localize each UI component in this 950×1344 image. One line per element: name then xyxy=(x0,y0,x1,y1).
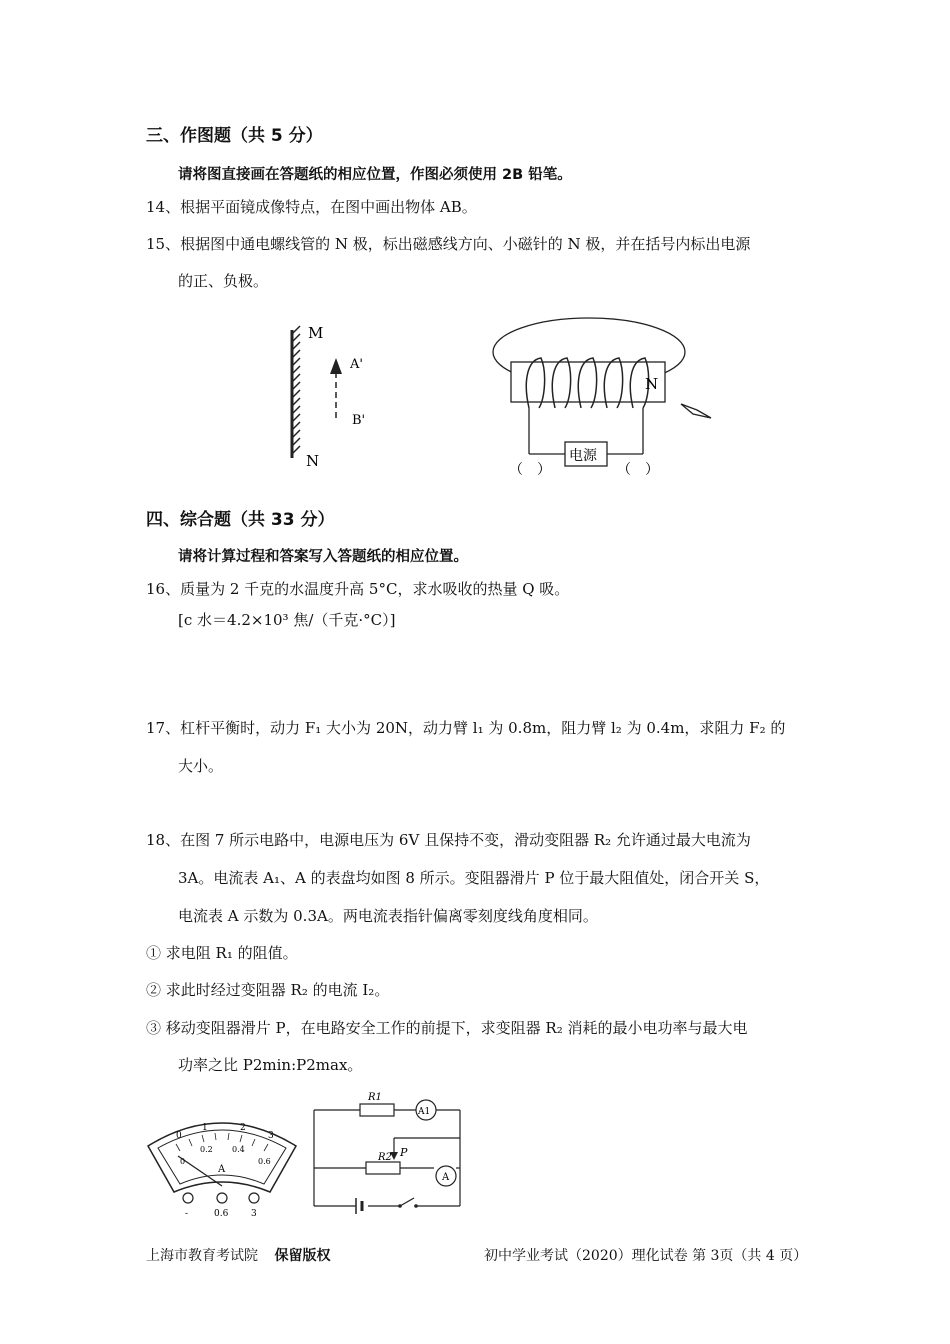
question-18-line3: 电流表 A 示数为 0.3A。两电流表指针偏离零刻度线角度相同。 xyxy=(178,907,598,925)
footer-org: 上海市教育考试院 xyxy=(146,1248,258,1264)
question-18-sub1: ① 求电阻 R₁ 的阻值。 xyxy=(146,944,298,962)
resistor-r1 xyxy=(360,1104,394,1116)
label-m: M xyxy=(308,324,324,342)
dial-unit: A xyxy=(218,1164,226,1175)
label-r1: R1 xyxy=(368,1092,382,1103)
ammeter-dial-figure xyxy=(144,1106,304,1218)
scale-top-0: 0 xyxy=(176,1131,182,1141)
label-p: P xyxy=(400,1146,408,1159)
question-18-line2: 3A。电流表 A₁、A 的表盘均如图 8 所示。变阻器滑片 P 位于最大阻值处，闭合开关 S， xyxy=(178,869,770,887)
label-n: N xyxy=(306,452,320,470)
label-a1: A1 xyxy=(418,1107,431,1117)
section3-instruction: 请将图直接画在答题纸的相应位置，作图必须使用 2B 铅笔。 xyxy=(178,167,572,183)
label-b-prime: B' xyxy=(352,413,366,428)
scale-top-1: 1 xyxy=(202,1123,208,1133)
question-18-line1: 18、在图 7 所示电路中，电源电压为 6V 且保持不变，滑动变阻器 R₂ 允许通过最大电流为 xyxy=(146,831,751,849)
switch-contact xyxy=(414,1204,418,1208)
scale-bottom-1: 0.2 xyxy=(200,1145,213,1154)
section4-instruction: 请将计算过程和答案写入答题纸的相应位置。 xyxy=(178,549,468,565)
section4-title: 四、综合题（共 33 分） xyxy=(146,510,335,530)
terminal-0-6 xyxy=(217,1193,227,1203)
question-17-line2: 大小。 xyxy=(178,757,224,775)
small-compass-needle xyxy=(681,404,711,418)
question-17-line1: 17、杠杆平衡时，动力 F₁ 大小为 20N，动力臂 l₁ 为 0.8m，阻力臂 l₂ 为 0.4m，求阻力 F₂ 的 xyxy=(146,719,786,737)
terminal-label-negative: - xyxy=(185,1209,189,1218)
footer-left xyxy=(146,1245,330,1265)
circuit-figure xyxy=(306,1090,468,1216)
label-a-prime: A' xyxy=(350,357,363,372)
arrow-head-icon xyxy=(330,358,342,374)
terminal-negative xyxy=(183,1193,193,1203)
bracket-right: （ ） xyxy=(617,462,659,478)
footer-right: 初中学业考试（2020）理化试卷 第 3页（共 4 页） xyxy=(484,1248,808,1264)
plane-mirror-figure xyxy=(270,318,390,478)
rheostat-r2 xyxy=(366,1162,400,1174)
question-15-line2: 的正、负极。 xyxy=(178,272,269,290)
power-source-label: 电源 xyxy=(569,448,597,464)
bracket-left: （ ） xyxy=(509,462,551,478)
question-18-sub3-line1: ③ 移动变阻器滑片 P，在电路安全工作的前提下，求变阻器 R₂ 消耗的最小电功率与最大电 xyxy=(146,1019,748,1037)
terminal-label-0-6: 0.6 xyxy=(214,1209,229,1218)
footer-rights: 保留版权 xyxy=(274,1248,331,1264)
question-16-line2: [c 水＝4.2×10³ 焦/（千克·°C）] xyxy=(178,611,396,629)
scale-bottom-3: 0.6 xyxy=(258,1157,271,1166)
scale-bottom-0: 0 xyxy=(180,1157,186,1166)
dial-outline xyxy=(148,1123,296,1192)
terminal-label-3: 3 xyxy=(251,1209,257,1218)
scale-bottom-2: 0.4 xyxy=(232,1145,245,1154)
label-r2: R2 xyxy=(378,1152,392,1163)
question-16-line1: 16、质量为 2 千克的水温度升高 5°C，求水吸收的热量 Q 吸。 xyxy=(146,580,570,598)
solenoid-n-label: N xyxy=(645,375,659,393)
terminal-3 xyxy=(249,1193,259,1203)
question-18-sub2: ② 求此时经过变阻器 R₂ 的电流 I₂。 xyxy=(146,981,390,999)
solenoid-figure xyxy=(485,312,715,480)
scale-top-3: 3 xyxy=(268,1131,274,1141)
label-a: A xyxy=(442,1172,450,1183)
switch-pivot xyxy=(398,1204,402,1208)
scale-top-2: 2 xyxy=(240,1123,246,1133)
question-18-sub3-line2: 功率之比 P2min:P2max。 xyxy=(178,1056,363,1074)
section3-title: 三、作图题（共 5 分） xyxy=(146,126,323,146)
question-14: 14、根据平面镜成像特点，在图中画出物体 AB。 xyxy=(146,198,477,216)
question-15-line1: 15、根据图中通电螺线管的 N 极，标出磁感线方向、小磁针的 N 极，并在括号内标出电源 xyxy=(146,235,751,253)
solenoid-core xyxy=(511,362,665,402)
